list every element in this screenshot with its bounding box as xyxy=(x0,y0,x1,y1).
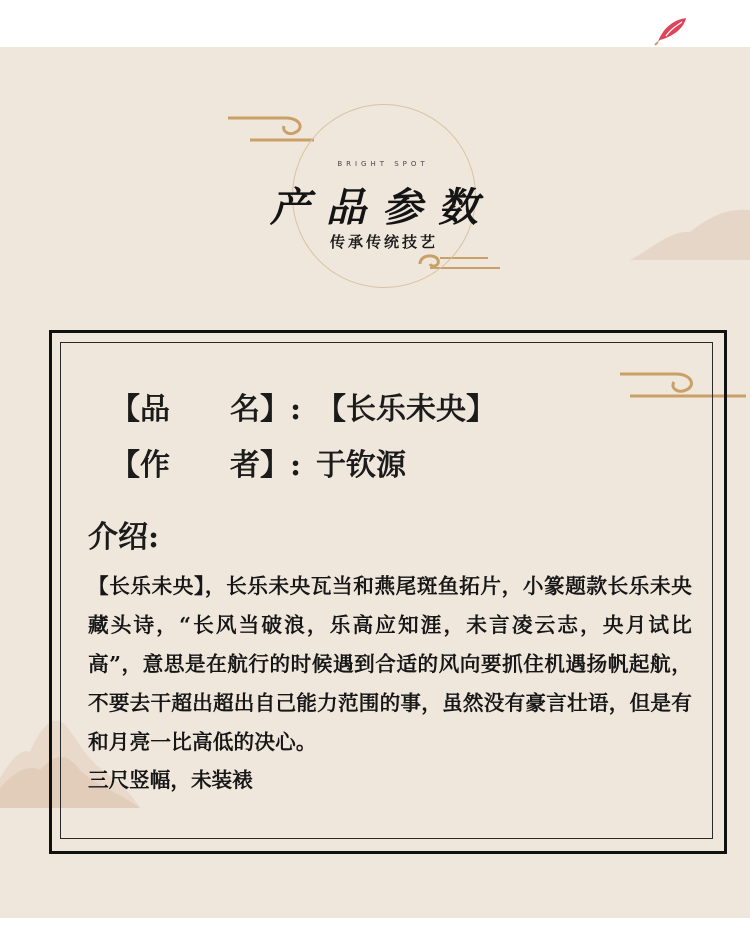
author-value: 于钦源 xyxy=(316,448,406,483)
mountain-icon xyxy=(630,200,750,260)
page-subtitle: 传承传统技艺 xyxy=(329,233,438,251)
author-row xyxy=(110,440,406,484)
cloud-ornament-icon xyxy=(226,112,316,144)
top-strip xyxy=(0,0,750,47)
header-tagline: BRIGHT SPOT xyxy=(337,160,429,168)
product-name-separator: : xyxy=(290,392,302,427)
product-name-label: 【品 名】 xyxy=(110,392,290,427)
intro-text: 【长乐未央】，长乐未央瓦当和燕尾斑鱼拓片，小篆题款长乐未央藏头诗，“长风当破浪，乐高应知涯，未言凌云志，央月试比高”，意思是在航行的时候遇到合适的风向要抓住机遇扬帆起航，不要去干超出超出自己能力范围的事，虽然没有豪言壮语，但是有和月亮一比高低的决心。 xyxy=(88,574,692,754)
author-separator: : xyxy=(290,448,302,483)
intro-last-line: 三尺竖幅，未装裱 xyxy=(88,768,253,792)
product-name-value: 【长乐未央】 xyxy=(316,392,496,427)
bottom-strip xyxy=(0,918,750,930)
product-name-row xyxy=(110,384,496,428)
author-label: 【作 者】 xyxy=(110,448,290,483)
intro-heading: 介绍: xyxy=(88,520,160,555)
feather-icon xyxy=(652,10,692,46)
page-title: 产品参数 xyxy=(270,184,494,231)
